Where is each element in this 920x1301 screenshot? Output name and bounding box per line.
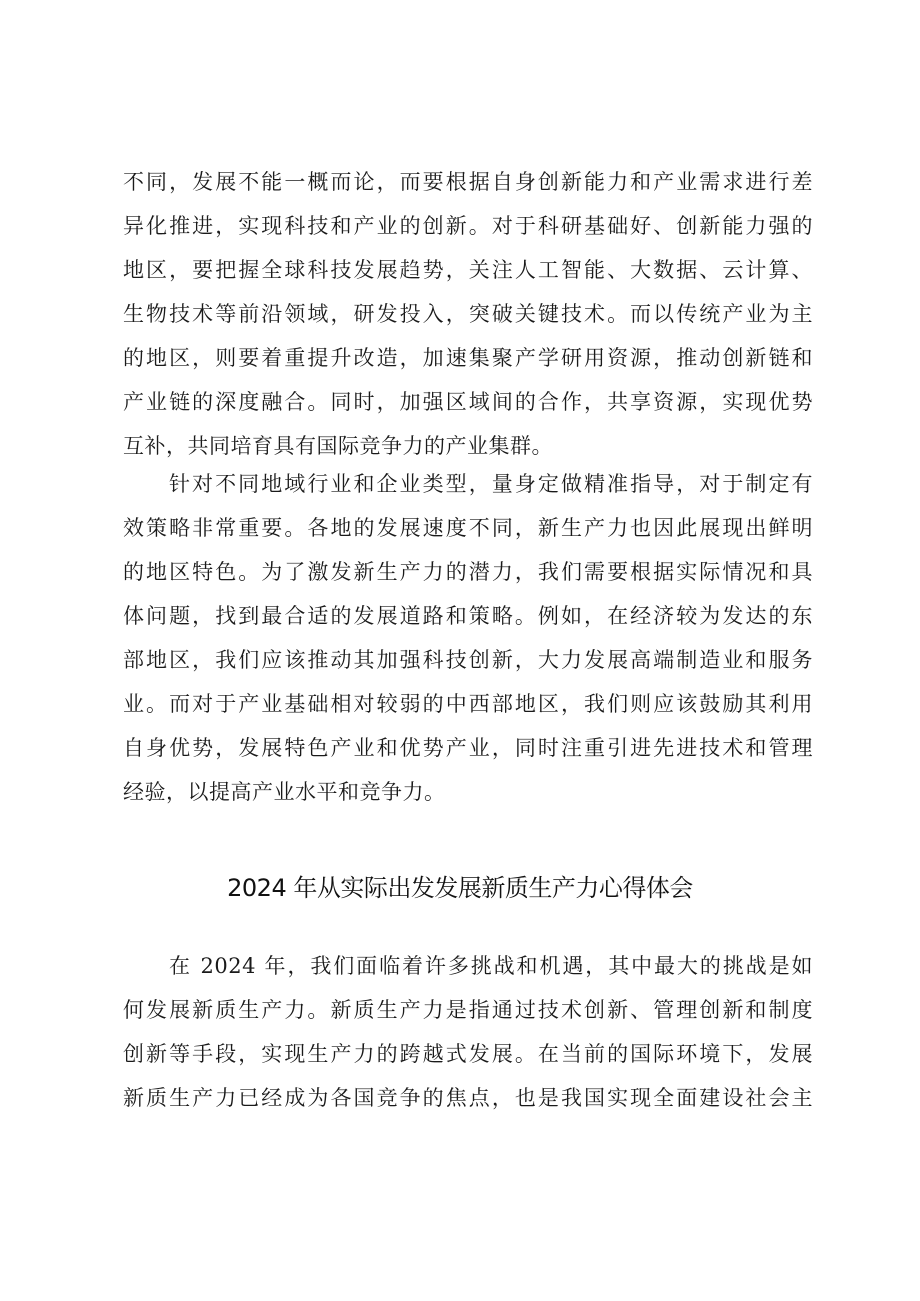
- paragraph-line: 的地区特色。为了激发新生产力的潜力，我们需要根据实际情况和具: [123, 560, 813, 584]
- paragraph-line: 的地区，则要着重提升改造，加速集聚产学研用资源，推动创新链和: [123, 346, 813, 370]
- paragraph-line: 不同，发展不能一概而论，而要根据自身创新能力和产业需求进行差: [123, 170, 813, 194]
- paragraph-line: 新质生产力已经成为各国竞争的焦点，也是我国实现全面建设社会主: [123, 1086, 813, 1110]
- paragraph-3: [123, 944, 813, 1120]
- section-title: 2024 年从实际出发发展新质生产力心得体会: [227, 874, 693, 902]
- paragraph-line: 地区，要把握全球科技发展趋势，关注人工智能、大数据、云计算、: [123, 258, 813, 282]
- paragraph-2: [123, 462, 813, 814]
- paragraph-line: 异化推进，实现科技和产业的创新。对于科研基础好、创新能力强的: [123, 214, 813, 238]
- paragraph-line: 针对不同地域行业和企业类型，量身定做精准指导，对于制定有: [169, 472, 813, 496]
- paragraph-line: 在 2024 年，我们面临着许多挑战和机遇，其中最大的挑战是如: [169, 954, 813, 978]
- paragraph-line: 经验，以提高产业水平和竞争力。: [123, 780, 446, 804]
- paragraph-line: 效策略非常重要。各地的发展速度不同，新生产力也因此展现出鲜明: [123, 516, 813, 540]
- paragraph-line: 创新等手段，实现生产力的跨越式发展。在当前的国际环境下，发展: [123, 1042, 813, 1066]
- paragraph-line: 生物技术等前沿领域，研发投入，突破关键技术。而以传统产业为主: [123, 302, 813, 326]
- paragraph-line: 部地区，我们应该推动其加强科技创新，大力发展高端制造业和服务: [123, 648, 813, 672]
- paragraph-1: [123, 160, 813, 468]
- paragraph-line: 产业链的深度融合。同时，加强区域间的合作，共享资源，实现优势: [123, 390, 813, 414]
- paragraph-line: 体问题，找到最合适的发展道路和策略。例如，在经济较为发达的东: [123, 604, 813, 628]
- paragraph-line: 业。而对于产业基础相对较弱的中西部地区，我们则应该鼓励其利用: [123, 692, 813, 716]
- paragraph-line: 自身优势，发展特色产业和优势产业，同时注重引进先进技术和管理: [123, 736, 813, 760]
- paragraph-line: 互补，共同培育具有国际竞争力的产业集群。: [123, 434, 553, 458]
- paragraph-line: 何发展新质生产力。新质生产力是指通过技术创新、管理创新和制度: [123, 998, 813, 1022]
